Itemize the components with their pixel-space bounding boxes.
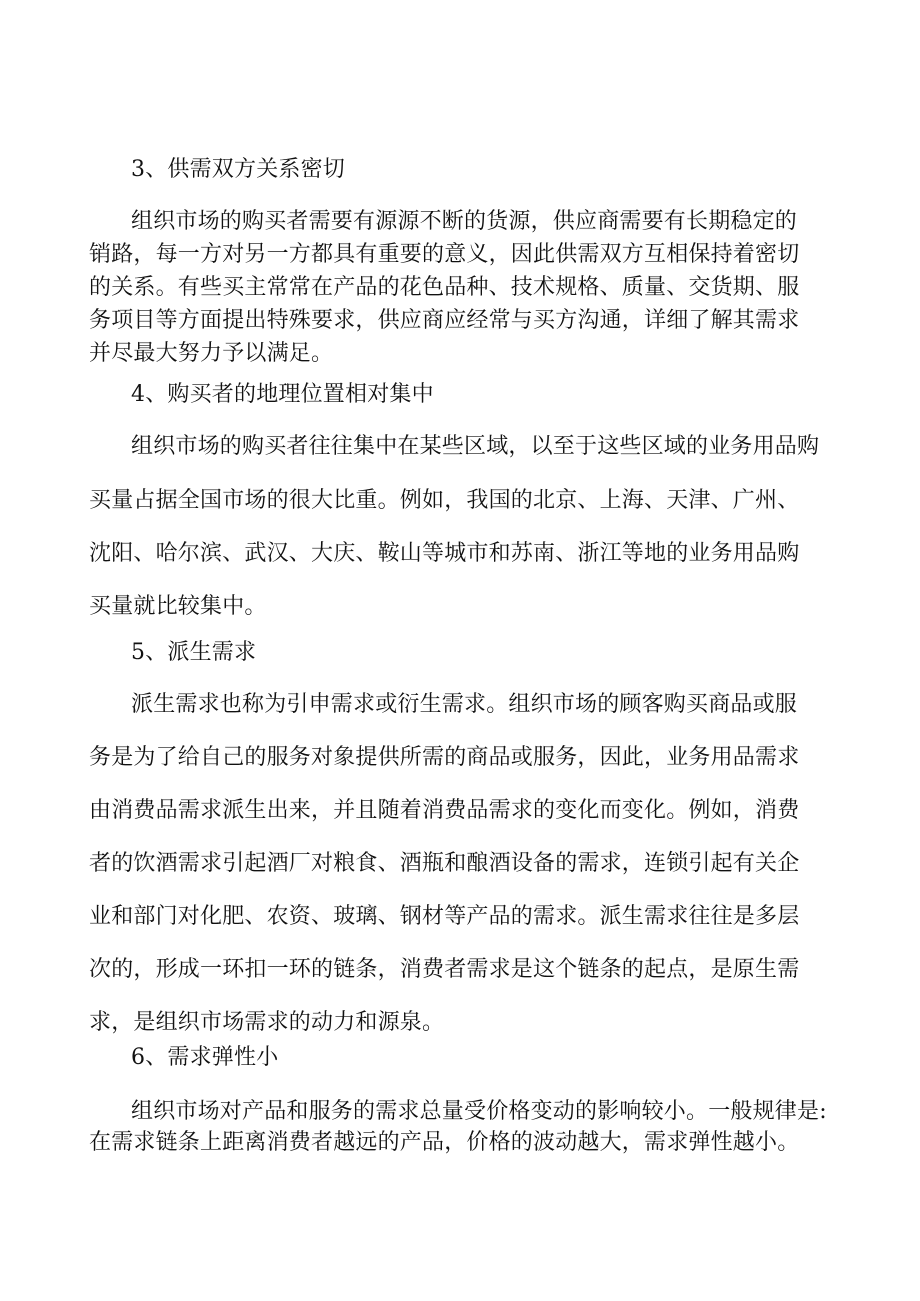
- section-heading: 5、派生需求: [131, 640, 257, 665]
- section-heading: 4、购买者的地理位置相对集中: [131, 382, 434, 407]
- paragraph-line: 派生需求也称为引申需求或衍生需求。组织市场的顾客购买商品或服: [131, 692, 798, 717]
- section-heading: 3、供需双方关系密切: [131, 157, 345, 182]
- paragraph-line: 业和部门对化肥、农资、玻璃、钢材等产品的需求。派生需求往往是多层: [89, 904, 800, 929]
- paragraph-line: 在需求链条上距离消费者越远的产品，价格的波动越大，需求弹性越小。: [89, 1130, 800, 1155]
- paragraph-line: 组织市场的购买者往往集中在某些区域，以至于这些区域的业务用品购: [131, 434, 820, 459]
- paragraph-line: 组织市场对产品和服务的需求总量受价格变动的影响较小。一般规律是:: [131, 1099, 827, 1124]
- paragraph-line: 买量就比较集中。: [89, 594, 267, 619]
- paragraph-line: 次的，形成一环扣一环的链条，消费者需求是这个链条的起点，是原生需: [89, 957, 800, 982]
- paragraph-line: 买量占据全国市场的很大比重。例如，我国的北京、上海、天津、广州、: [89, 488, 800, 513]
- paragraph-line: 并尽最大努力予以满足。: [89, 341, 334, 366]
- paragraph-line: 组织市场的购买者需要有源源不断的货源，供应商需要有长期稳定的: [131, 209, 798, 234]
- paragraph-line: 由消费品需求派生出来，并且随着消费品需求的变化而变化。例如，消费: [89, 798, 800, 823]
- paragraph-line: 销路，每一方对另一方都具有重要的意义，因此供需双方互相保持着密切: [89, 242, 800, 267]
- section-heading: 6、需求弹性小: [131, 1045, 279, 1070]
- paragraph-line: 求，是组织市场需求的动力和源泉。: [89, 1010, 445, 1035]
- paragraph-line: 的关系。有些买主常常在产品的花色品种、技术规格、质量、交货期、服: [89, 275, 800, 300]
- paragraph-line: 者的饮酒需求引起酒厂对粮食、酒瓶和酿酒设备的需求，连锁引起有关企: [89, 851, 800, 876]
- paragraph-line: 沈阳、哈尔滨、武汉、大庆、鞍山等城市和苏南、浙江等地的业务用品购: [89, 541, 800, 566]
- paragraph-line: 务是为了给自己的服务对象提供所需的商品或服务，因此，业务用品需求: [89, 745, 800, 770]
- paragraph-line: 务项目等方面提出特殊要求，供应商应经常与买方沟通，详细了解其需求: [89, 308, 800, 333]
